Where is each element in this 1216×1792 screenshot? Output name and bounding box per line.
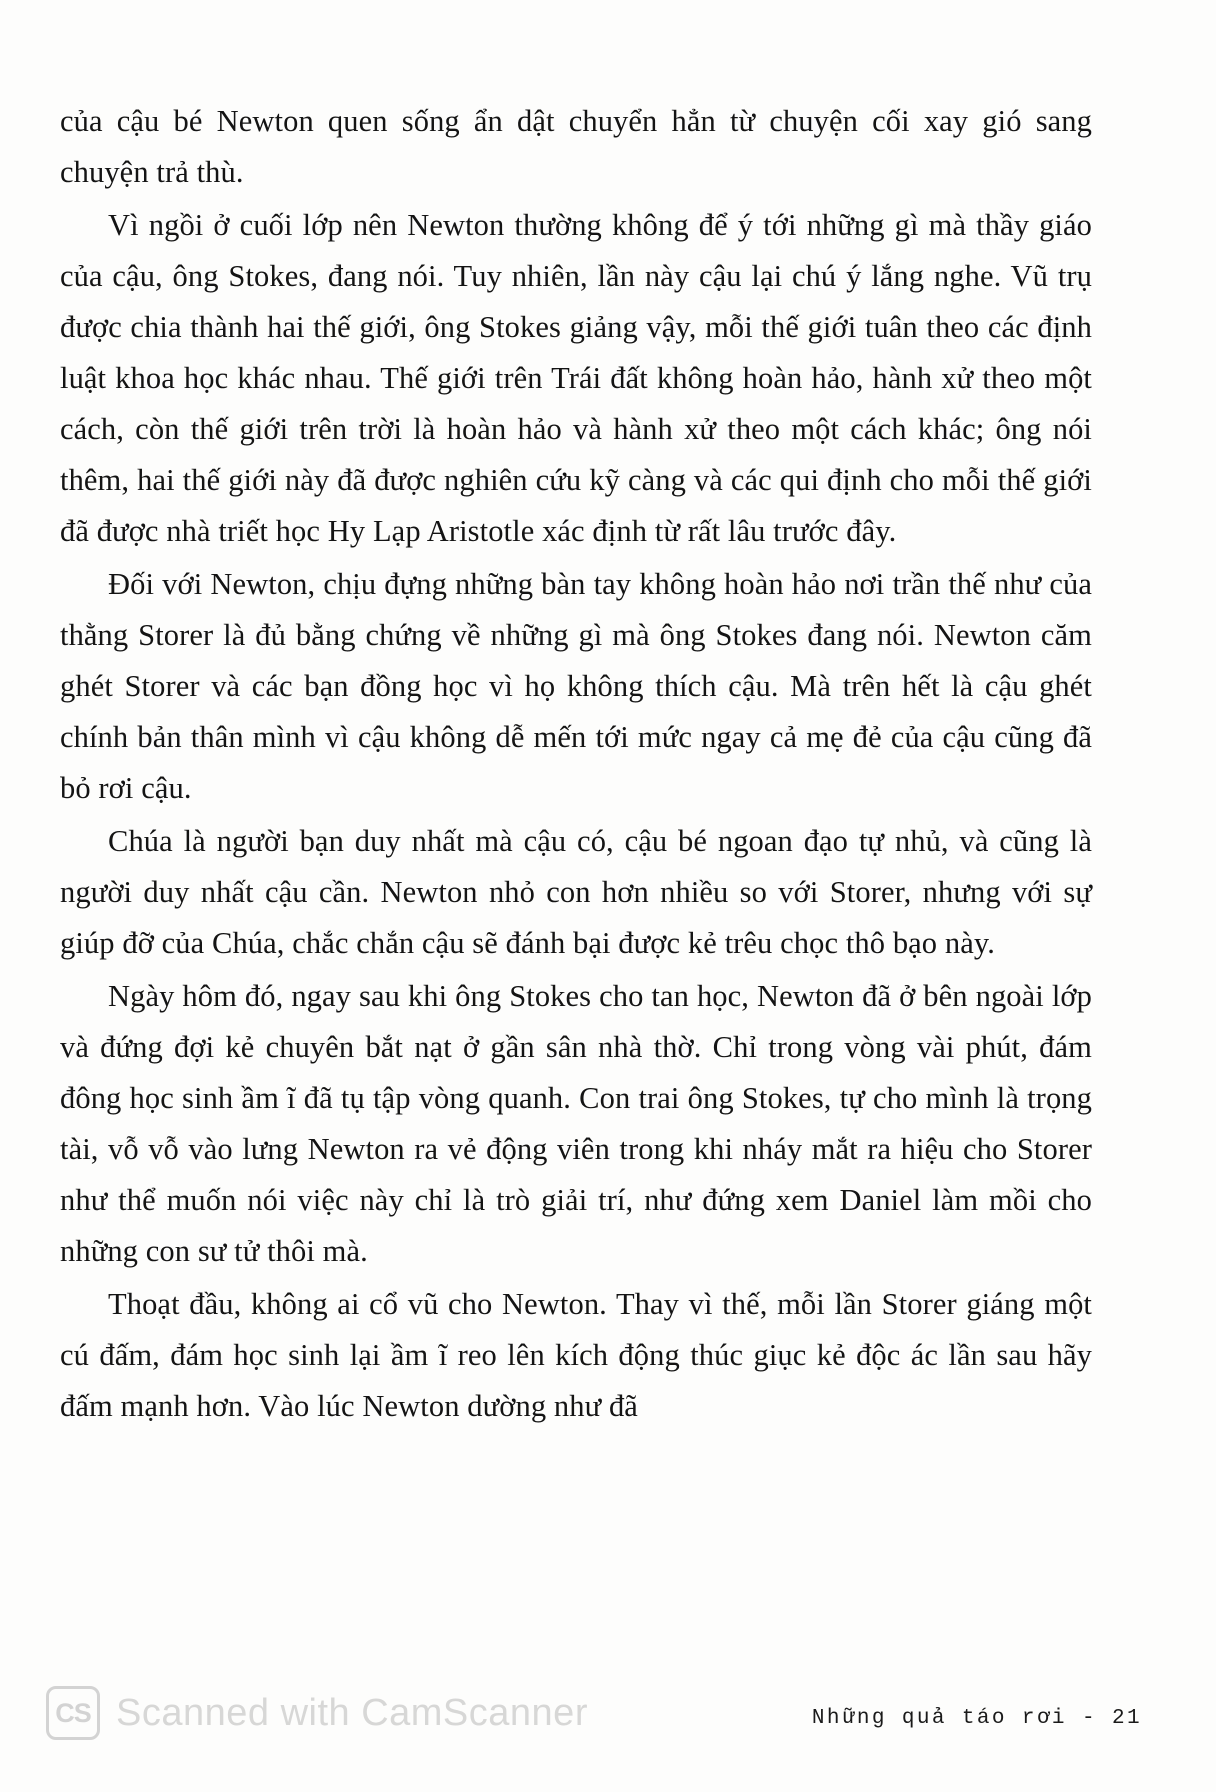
- watermark-label: Scanned with CamScanner: [116, 1691, 588, 1734]
- paragraph: Thoạt đầu, không ai cổ vũ cho Newton. Thay vì thế, mỗi lần Storer giáng một cú đấm, đám học sinh lại ầm ĩ reo lên kích động thúc giục kẻ độc ác lần sau hãy đấm mạnh hơn. Vào lúc Newton dường như đã: [60, 1287, 1092, 1423]
- footer-separator: -: [1081, 1707, 1097, 1730]
- body-text-column: [60, 96, 1092, 1432]
- paragraph: Ngày hôm đó, ngay sau khi ông Stokes cho tan học, Newton đã ở bên ngoài lớp và đứng đợi kẻ chuyên bắt nạt ở gần sân nhà thờ. Chỉ trong vòng vài phút, đám đông học sinh ầm ĩ đã tụ tập vòng quanh. Con trai ông Stokes, tự cho mình là trọng tài, vỗ vỗ vào lưng Newton ra vẻ động viên trong khi nháy mắt ra hiệu cho Storer như thể muốn nói việc này chỉ là trò giải trí, như đứng xem Daniel làm mồi cho những con sư tử thôi mà.: [60, 979, 1092, 1268]
- page-number: 21: [1111, 1707, 1142, 1730]
- paragraph: Đối với Newton, chịu đựng những bàn tay không hoàn hảo nơi trần thế như của thằng Storer là đủ bằng chứng về những gì mà ông Stokes đang nói. Newton căm ghét Storer và các bạn đồng học vì họ không thích cậu. Mà trên hết là cậu ghét chính bản thân mình vì cậu không dễ mến tới mức ngay cả mẹ đẻ của cậu cũng đã bỏ rơi cậu.: [60, 567, 1092, 805]
- camscanner-logo-icon: CS: [46, 1686, 100, 1740]
- running-title: Những quả táo rơi: [811, 1707, 1067, 1730]
- camscanner-watermark: [46, 1686, 588, 1740]
- paragraph: của cậu bé Newton quen sống ẩn dật chuyển hẳn từ chuyện cối xay gió sang chuyện trả thù.: [60, 104, 1092, 189]
- paragraph: Chúa là người bạn duy nhất mà cậu có, cậu bé ngoan đạo tự nhủ, và cũng là người duy nhất cậu cần. Newton nhỏ con hơn nhiều so với Storer, nhưng với sự giúp đỡ của Chúa, chắc chắn cậu sẽ đánh bại được kẻ trêu chọc thô bạo này.: [60, 824, 1092, 960]
- paragraph: Vì ngồi ở cuối lớp nên Newton thường không để ý tới những gì mà thầy giáo của cậu, ông Stokes, đang nói. Tuy nhiên, lần này cậu lại chú ý lắng nghe. Vũ trụ được chia thành hai thế giới, ông Stokes giảng vậy, mỗi thế giới tuân theo các định luật khoa học khác nhau. Thế giới trên Trái đất không hoàn hảo, hành xử theo một cách, còn thế giới trên trời là hoàn hảo và hành xử theo một cách khác; ông nói thêm, hai thế giới này đã được nghiên cứu kỹ càng và các qui định cho mỗi thế giới đã được nhà triết học Hy Lạp Aristotle xác định từ rất lâu trước đây.: [60, 208, 1092, 548]
- page-footer: [0, 1642, 1216, 1792]
- running-footer: [812, 1707, 1142, 1730]
